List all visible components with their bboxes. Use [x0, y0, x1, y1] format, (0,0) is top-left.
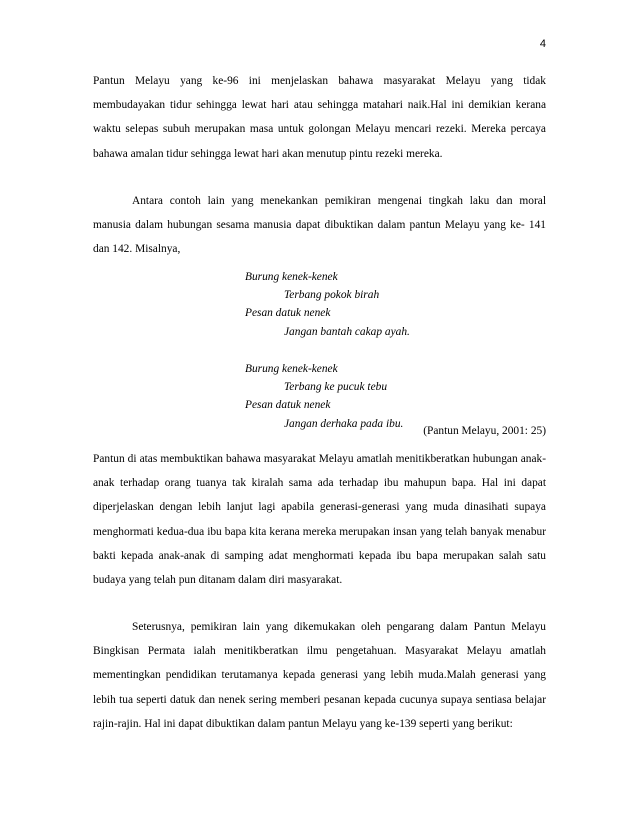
pantun-line: Pesan datuk nenek	[245, 307, 331, 320]
pantun-line: Pesan datuk nenek	[245, 399, 331, 412]
pantun-line: Burung kenek-kenek	[245, 363, 338, 375]
paragraph-4: Seterusnya, pemikiran lain yang dikemukakan oleh pengarang dalam Pantun Melayu Bingkisan Permata ialah menitikberatkan ilmu pengetahuan. Masyarakat Melayu amatlah mementingkan pendidikan terutamanya kepada generasi yang lebih muda.Malah generasi yang lebih tua seperti datuk dan nenek sering memberi pesanan kepada cucunya supaya sentiasa belajar rajin-rajin. Hal ini dapat dibuktikan dalam pantun Melayu yang ke-139 seperti yang berikut:	[93, 621, 546, 730]
citation: (Pantun Melayu, 2001: 25)	[423, 425, 546, 437]
pantun-line: Burung kenek-kenek	[245, 271, 338, 283]
pantun-stanza-1	[245, 268, 410, 341]
pantun-line: Jangan bantah cakap ayah.	[284, 325, 410, 338]
pantun-line: Jangan derhaka pada ibu.	[284, 417, 404, 430]
pantun-line: Terbang pokok birah	[284, 289, 380, 302]
pantun-stanza-2	[245, 360, 403, 433]
page-number: 4	[539, 38, 546, 50]
pantun-line: Terbang ke pucuk tebu	[284, 381, 388, 394]
paragraph-3: Pantun di atas membuktikan bahawa masyarakat Melayu amatlah menitikberatkan hubungan anak-anak terhadap orang tuanya tak kiralah sama ada terhadap ibu mahupun bapa. Hal ini dapat diperjelaskan dengan lebih lanjut lagi apabila generasi-generasi yang muda dinasihati supaya menghormati kedua-dua ibu bapa kita kerana mereka merupakan insan yang telah banyak menabur bakti kepada anak-anak di samping adat menghormati kepada ibu bapa merupakan salah satu budaya yang telah pun ditanam dalam diri masyarakat.	[93, 453, 546, 587]
paragraph-2: Antara contoh lain yang menekankan pemikiran mengenai tingkah laku dan moral manusia dalam hubungan sesama manusia dapat dibuktikan dalam pantun Melayu yang ke- 141 dan 142. Misalnya,	[93, 195, 546, 256]
paragraph-1: Pantun Melayu yang ke-96 ini menjelaskan bahawa masyarakat Melayu yang tidak membudayakan tidur sehingga lewat hari atau sehingga matahari naik.Hal ini demikian kerana waktu selepas subuh merupakan masa untuk golongan Melayu mencari rezeki. Mereka percaya bahawa amalan tidur sehingga lewat hari akan menutup pintu rezeki mereka.	[93, 75, 546, 160]
